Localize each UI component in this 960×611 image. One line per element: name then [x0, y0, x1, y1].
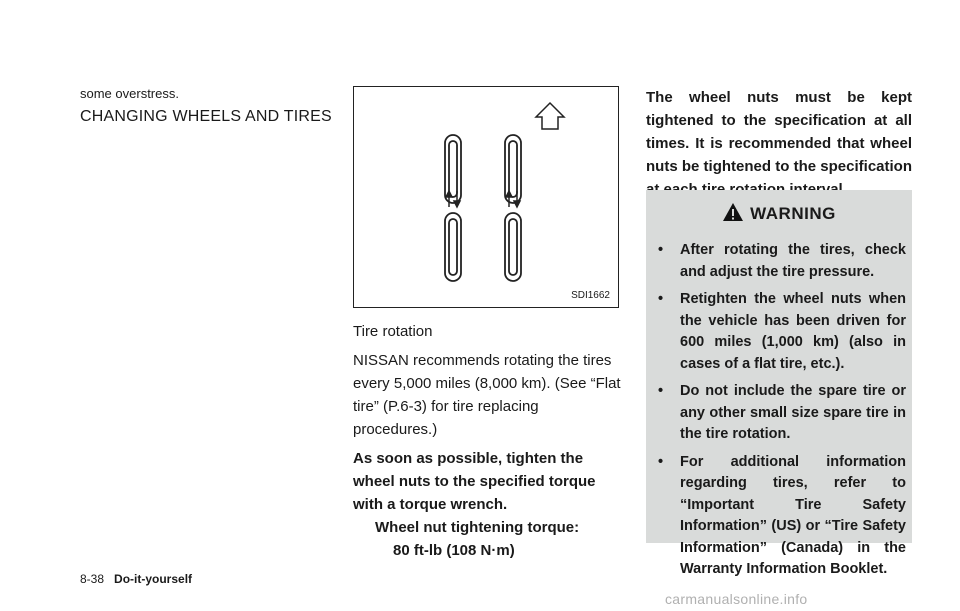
- tire-icon: [505, 213, 521, 281]
- warning-header: [646, 202, 912, 224]
- figure-caption: Tire rotation: [353, 323, 433, 340]
- rotation-paragraph: NISSAN recommends rotating the tires every 5,000 miles (8,000 km). (See “Flat tire” (P.6-3) for tire replacing procedures.): [353, 352, 621, 438]
- page-footer: [80, 572, 192, 586]
- warning-title: WARNING: [750, 204, 836, 223]
- front-arrow-icon: [536, 103, 564, 129]
- section-name: Do-it-yourself: [114, 572, 193, 586]
- page-number: 8-38: [80, 572, 105, 586]
- torque-value: 80 ft-lb (108 N·m): [393, 542, 515, 559]
- warning-item: • Do not include the spare tire or any other small size spare tire in the tire rotation.: [654, 381, 906, 446]
- watermark-text: carmanualsonline.info: [665, 591, 808, 607]
- swap-arrows-icon: [506, 191, 520, 207]
- tire-icon: [445, 213, 461, 281]
- wheel-nuts-paragraph: The wheel nuts must be kept tightened to the specification at all times. It is recommended that wheel nuts be tightened to the specification: [646, 89, 912, 175]
- warning-list: [654, 240, 906, 587]
- warning-item: • After rotating the tires, check and adjust the tire pressure.: [654, 240, 906, 283]
- column-2: [353, 320, 623, 568]
- column-3: [646, 86, 912, 201]
- tighten-paragraph: As soon as possible, tighten the wheel nuts to the specified torque with a torque wrench.: [353, 450, 596, 513]
- warning-box: [646, 190, 912, 577]
- intro-text: some overstress.: [80, 86, 179, 101]
- warning-icon: [722, 202, 744, 222]
- warning-item: • Retighten the wheel nuts when the vehicle has been driven for 600 miles (1,000 km) (also in cases of a flat tire, etc.).: [654, 289, 906, 375]
- tire-rotation-figure: [353, 86, 619, 308]
- figure-code: SDI1662: [571, 290, 610, 301]
- tire-rotation-diagram: [354, 87, 620, 309]
- warning-item: • For additional information regarding tires, refer to “Important Tire Safety Information” (US) or “Tire Safety Information” (Canada) in the Warranty Information Booklet.: [654, 452, 906, 581]
- section-heading: CHANGING WHEELS AND TIRES: [80, 108, 332, 125]
- swap-arrows-icon: [446, 191, 460, 207]
- torque-label: Wheel nut tightening torque:: [375, 519, 580, 536]
